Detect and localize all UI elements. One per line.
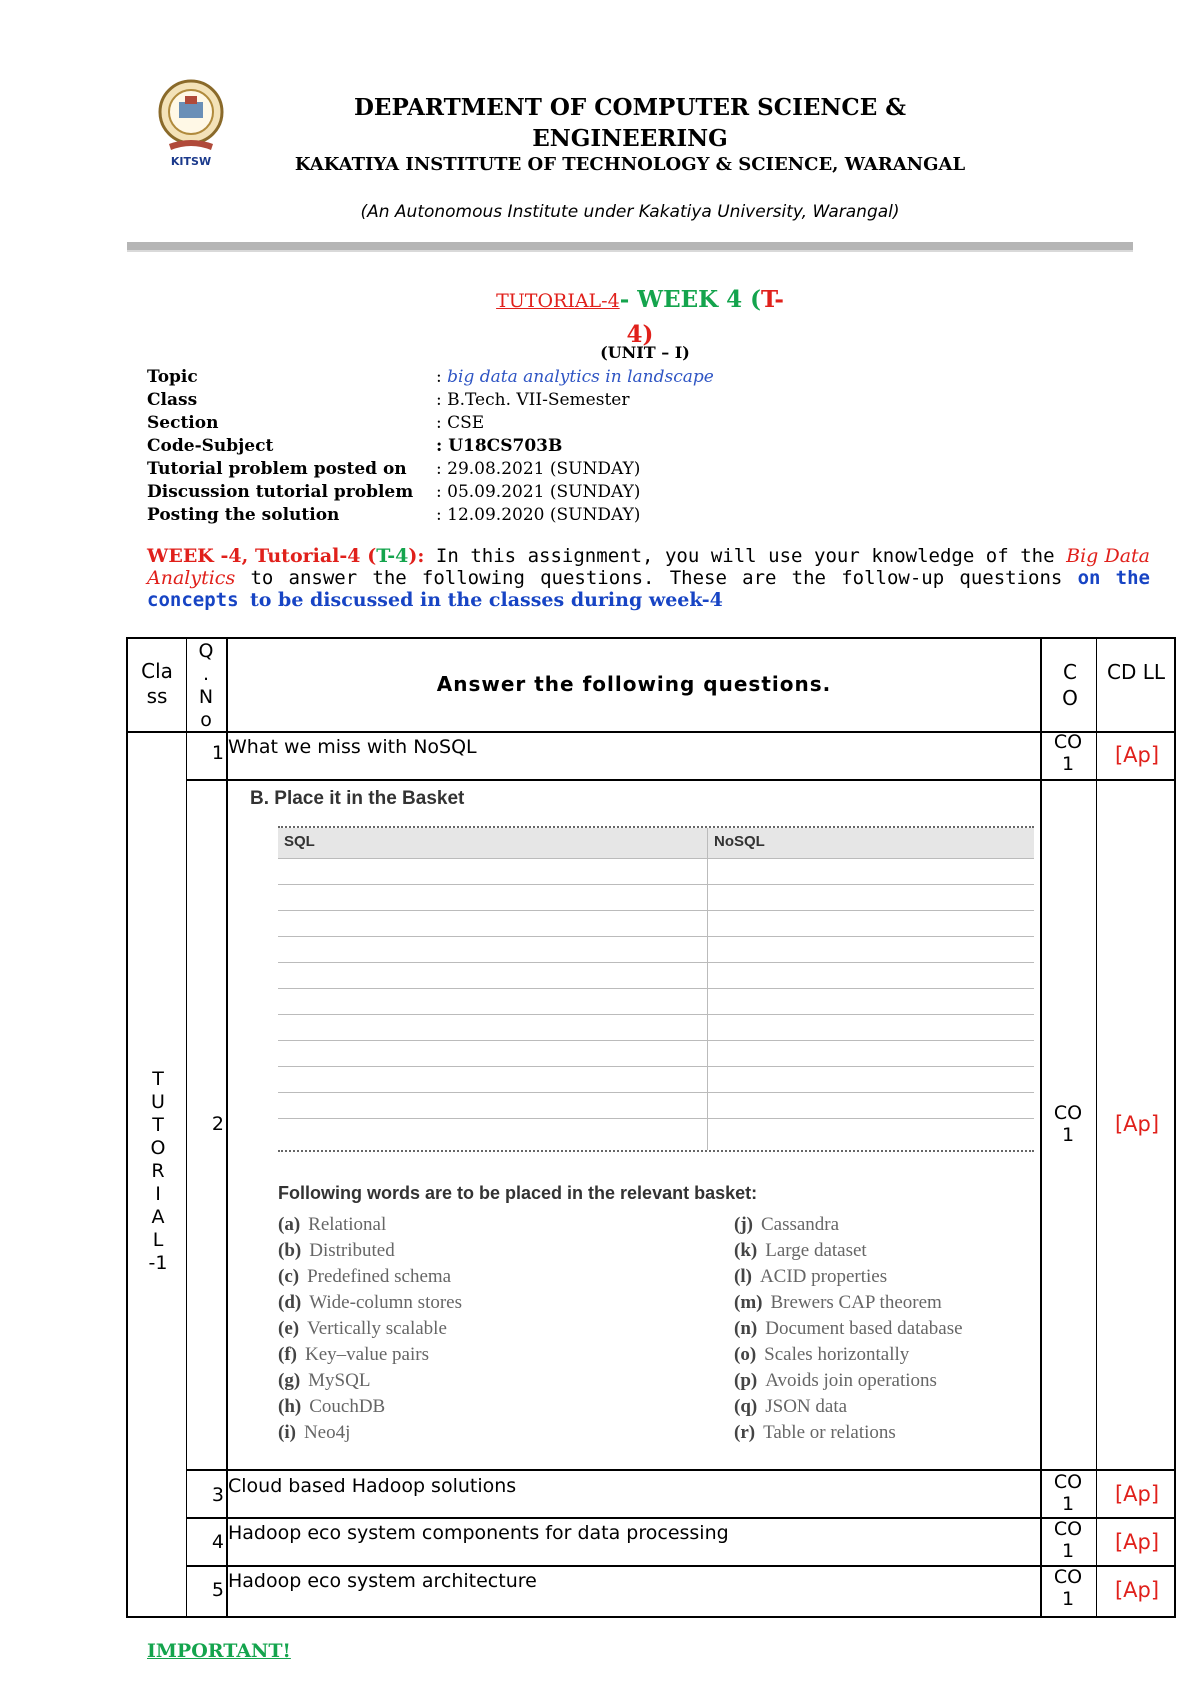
info-label-code-subject: Code-Subject xyxy=(147,436,274,456)
header-question: Answer the following questions. xyxy=(436,672,832,696)
topic-value: big data analytics in landscape xyxy=(447,367,714,387)
basket-row xyxy=(278,1066,1034,1067)
basket-row xyxy=(278,1092,1034,1093)
svg-text:KITSW: KITSW xyxy=(170,155,212,168)
basket-col-nosql: NoSQL xyxy=(714,833,765,850)
row-5-co: CO 1 xyxy=(1053,1566,1083,1610)
word-item: (r) Table or relations xyxy=(734,1422,896,1443)
intro-lead-code: T-4 xyxy=(376,545,409,567)
word-item: (o) Scales horizontally xyxy=(734,1344,910,1365)
word-item: (j) Cassandra xyxy=(734,1214,840,1235)
basket-row xyxy=(278,884,1034,885)
row-5-number: 5 xyxy=(211,1579,224,1601)
word-item: (h) CouchDB xyxy=(278,1396,386,1417)
unit-label: (UNIT – I) xyxy=(600,343,690,362)
intro-text-2: to answer the following questions. These are the follow-up questions xyxy=(250,567,1063,589)
row-4-number: 4 xyxy=(211,1531,224,1553)
basket-question-title: B. Place it in the Basket xyxy=(250,788,465,809)
institute-name: KAKATIYA INSTITUTE OF TECHNOLOGY & SCIENCE, WARANGAL xyxy=(294,154,966,175)
basket-header xyxy=(278,828,1034,858)
info-value-class: : B.Tech. VII-Semester xyxy=(436,390,630,410)
title-part-tutorial: TUTORIAL-4 xyxy=(496,290,620,312)
basket-row xyxy=(278,1040,1034,1041)
info-value-discussion: : 05.09.2021 (SUNDAY) xyxy=(436,482,641,502)
word-item: (c) Predefined schema xyxy=(278,1266,452,1287)
row-3-question: Cloud based Hadoop solutions xyxy=(228,1475,517,1497)
row-4-level: [Ap] xyxy=(1114,1530,1160,1554)
posted-on-value: 29.08.2021 (SUNDAY) xyxy=(447,459,641,479)
word-item: (p) Avoids join operations xyxy=(734,1370,937,1391)
row-3-co: CO 1 xyxy=(1053,1471,1083,1515)
affiliation-text: (An Autonomous Institute under Kakatiya University, Warangal) xyxy=(360,202,900,222)
row-2-number: 2 xyxy=(211,1113,224,1135)
header-co: C O xyxy=(1062,660,1078,710)
info-value-posted-on: : 29.08.2021 (SUNDAY) xyxy=(436,459,641,479)
row-1-question: What we miss with NoSQL xyxy=(228,736,477,758)
table-top-border xyxy=(126,637,1176,639)
header-cdll: CD LL xyxy=(1106,660,1165,684)
basket-table xyxy=(278,826,1034,1152)
institute-logo xyxy=(155,78,227,168)
row-2-co: CO 1 xyxy=(1053,1102,1083,1146)
info-value-solution: : 12.09.2020 (SUNDAY) xyxy=(436,505,641,525)
word-item: (f) Key–value pairs xyxy=(278,1344,429,1365)
header-class: Cla ss xyxy=(141,659,173,708)
row-1-number: 1 xyxy=(211,742,224,764)
word-item: (m) Brewers CAP theorem xyxy=(734,1292,942,1313)
word-item: (a) Relational xyxy=(278,1214,387,1235)
solution-value: 12.09.2020 (SUNDAY) xyxy=(447,505,641,525)
intro-emphasis-2: to be discussed in the classes during week-4 xyxy=(249,589,723,611)
word-item: (b) Distributed xyxy=(278,1240,395,1261)
section-value: CSE xyxy=(447,413,485,433)
basket-row xyxy=(278,988,1034,989)
table-left-border xyxy=(126,637,128,1618)
word-item: (n) Document based database xyxy=(734,1318,963,1339)
info-value-code-subject: : U18CS703B xyxy=(436,436,563,456)
code-subject-value: U18CS703B xyxy=(448,436,563,456)
title-part-code-end: 4) xyxy=(626,321,654,348)
basket-row xyxy=(278,858,1034,859)
discussion-value: 05.09.2021 (SUNDAY) xyxy=(447,482,641,502)
basket-row xyxy=(278,936,1034,937)
word-item: (g) MySQL xyxy=(278,1370,371,1391)
info-label-posted-on: Tutorial problem posted on xyxy=(147,459,407,479)
basket-row xyxy=(278,962,1034,963)
intro-text-1: In this assignment, you will use your knowledge of the xyxy=(435,545,1055,567)
title-part-code: T- xyxy=(761,286,784,313)
info-value-topic: : big data analytics in landscape xyxy=(436,367,714,387)
row-5-level: [Ap] xyxy=(1114,1578,1160,1602)
basket-row xyxy=(278,1014,1034,1015)
basket-divider xyxy=(707,828,708,1150)
info-label-section: Section xyxy=(147,413,219,433)
row-5-question: Hadoop eco system architecture xyxy=(228,1570,537,1592)
word-item: (e) Vertically scalable xyxy=(278,1318,447,1339)
intro-emphasis-1: on the concepts xyxy=(147,567,1150,611)
table-bottom-border xyxy=(126,1616,1176,1618)
word-item: (l) ACID properties xyxy=(734,1266,888,1287)
basket-row xyxy=(278,910,1034,911)
assignment-intro xyxy=(147,545,1150,611)
row-4-question: Hadoop eco system components for data processing xyxy=(228,1522,729,1544)
row-1-level: [Ap] xyxy=(1114,743,1160,767)
basket-row xyxy=(278,1118,1034,1119)
row-2-level: [Ap] xyxy=(1114,1112,1160,1136)
word-item: (k) Large dataset xyxy=(734,1240,867,1261)
row-1-co: CO 1 xyxy=(1053,731,1083,775)
info-label-solution: Posting the solution xyxy=(147,505,340,525)
header-qno: Q . N o xyxy=(198,640,214,731)
word-item: (i) Neo4j xyxy=(278,1422,351,1443)
intro-subject: Big Data Analytics xyxy=(147,545,1150,589)
row-3-level: [Ap] xyxy=(1114,1482,1160,1506)
words-title: Following words are to be placed in the relevant basket: xyxy=(278,1183,758,1203)
title-part-week: - WEEK 4 ( xyxy=(619,286,762,313)
word-item: (q) JSON data xyxy=(734,1396,848,1417)
basket-col-sql: SQL xyxy=(284,833,315,850)
info-value-section: : CSE xyxy=(436,413,485,433)
info-label-discussion: Discussion tutorial problem xyxy=(147,482,414,502)
department-name: DEPARTMENT OF COMPUTER SCIENCE & ENGINEERING xyxy=(353,94,907,152)
info-label-class: Class xyxy=(147,390,198,410)
row-2-border xyxy=(186,1469,1176,1471)
row-4-co: CO 1 xyxy=(1053,1518,1083,1562)
header-row-border xyxy=(126,731,1176,733)
word-item: (d) Wide-column stores xyxy=(278,1292,463,1313)
tutorial-title xyxy=(460,283,820,351)
row-4-border xyxy=(186,1565,1176,1567)
row-1-border xyxy=(186,779,1176,781)
class-tutorial-label: T U T O R I A L -1 xyxy=(148,1068,168,1274)
row-3-border xyxy=(186,1517,1176,1519)
info-label-topic: Topic xyxy=(147,367,198,387)
important-heading: IMPORTANT! xyxy=(147,1640,291,1662)
header-divider xyxy=(127,242,1133,252)
class-value: B.Tech. VII-Semester xyxy=(447,390,630,410)
intro-lead: WEEK -4, Tutorial-4 (T-4): xyxy=(147,545,425,567)
row-3-number: 3 xyxy=(211,1484,224,1506)
